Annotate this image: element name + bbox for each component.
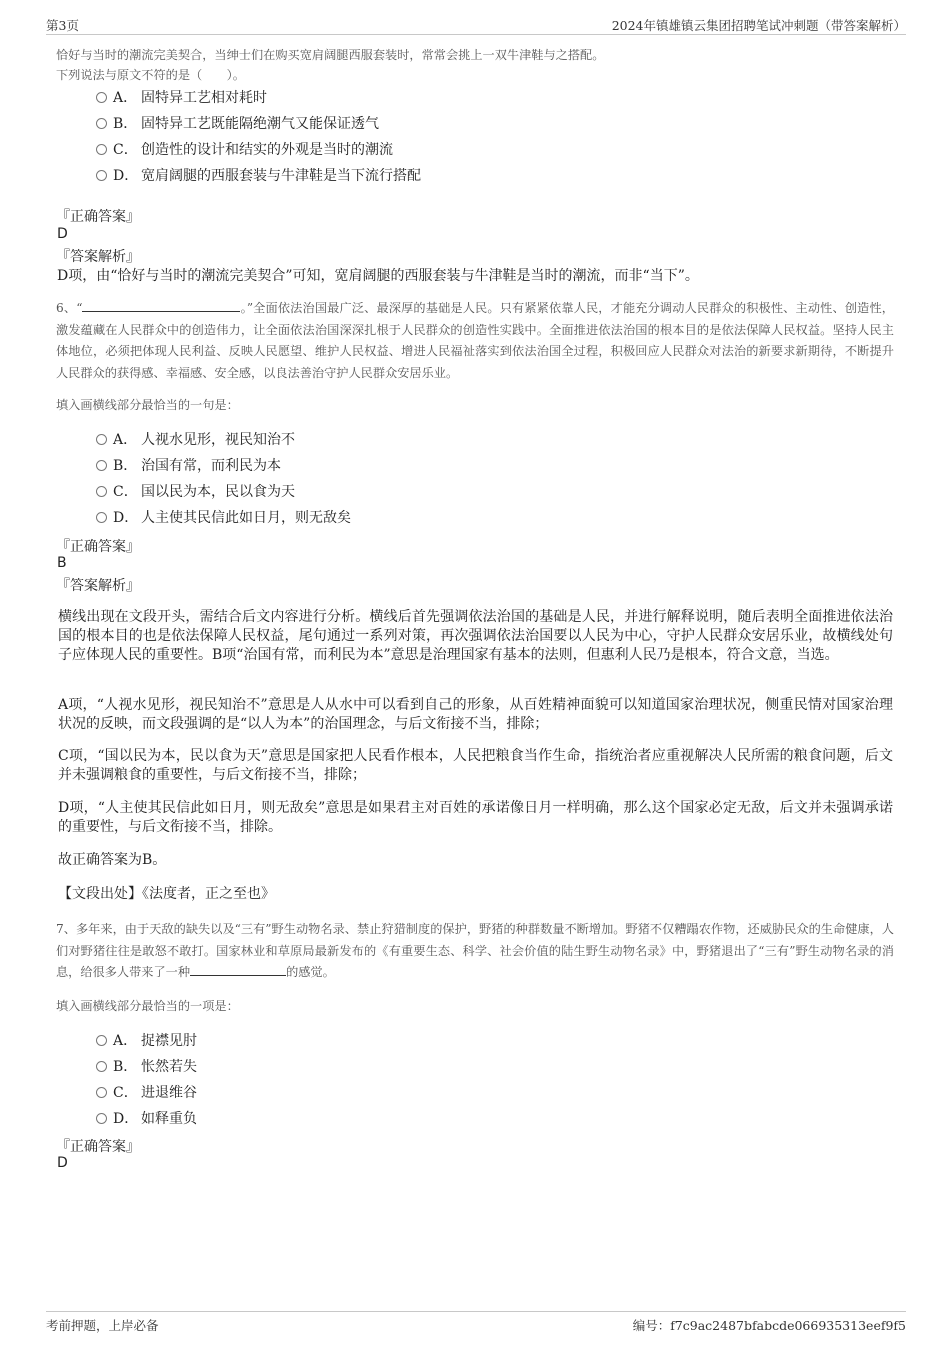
q6-stem: 6、“ 。”全面依法治国最广泛、最深厚的基础是人民。只有紧紧依靠人民，才能充分调动人民群众的积极性、主动性、创造性，激发蕴藏在人民群众中的创造伟力，让全面依法治国深深扎根于人民群众的创造性实践中。全面推进依法治国的根本目的是依法保障人民权益。坚持人民主体地位，必须把体现人民利益、反映人民愿望、维护人民权益、增进人民福祉落实到依法治国全过程，积极回应人民群众对法治的新要求新期待，不断提升人民群众的获得感、幸福感、安全感，以良法善治守护人民群众安居乐业。	[56, 301, 894, 380]
radio-icon[interactable]	[96, 170, 107, 181]
q5-option-d[interactable]: D． 宽肩阔腿的西服套装与牛津鞋是当下流行搭配	[96, 165, 421, 187]
footer-slogan: 考前押题，上岸必备	[46, 1318, 159, 1333]
q6-option-b[interactable]: B． 治国有常，而利民为本	[96, 455, 281, 477]
radio-icon[interactable]	[96, 144, 107, 155]
page-number: 第3页	[46, 18, 79, 33]
radio-icon[interactable]	[96, 92, 107, 103]
radio-icon[interactable]	[96, 460, 107, 471]
q5-stem-line1: 恰好与当时的潮流完美契合，当绅士们在购买宽肩阔腿西服套装时，常常会挑上一双牛津鞋与之搭配。	[56, 48, 605, 62]
q6-blank	[82, 299, 240, 312]
document-code: 编号：f7c9ac2487bfabcde066935313eef9f5	[632, 1318, 906, 1333]
q5-option-c[interactable]: C． 创造性的设计和结实的外观是当时的潮流	[96, 139, 393, 161]
q6-option-d[interactable]: D． 人主使其民信此如日月，则无敌矣	[96, 507, 351, 529]
q7-option-a[interactable]: A． 捉襟见肘	[96, 1030, 197, 1052]
q6-analysis-label: 『答案解析』	[56, 578, 140, 594]
q6-option-c[interactable]: C． 国以民为本，民以食为天	[96, 481, 295, 503]
radio-icon[interactable]	[96, 118, 107, 129]
q5-option-a[interactable]: A． 固特异工艺相对耗时	[96, 87, 267, 109]
q6-answer-label: 『正确答案』	[56, 539, 140, 555]
q7-blank	[190, 963, 286, 976]
radio-icon[interactable]	[96, 1113, 107, 1124]
q7-option-b[interactable]: B． 怅然若失	[96, 1056, 197, 1078]
q7-prompt: 填入画横线部分最恰当的一项是：	[56, 999, 239, 1013]
q5-answer: D	[57, 226, 68, 242]
document-title: 2024年镇雄镇云集团招聘笔试冲刺题（带答案解析）	[611, 18, 906, 33]
q7-option-d[interactable]: D． 如释重负	[96, 1108, 197, 1130]
q6-prompt: 填入画横线部分最恰当的一句是：	[56, 398, 239, 412]
q7-answer-label: 『正确答案』	[56, 1139, 140, 1155]
q5-analysis-label: 『答案解析』	[56, 249, 140, 265]
q5-option-b[interactable]: B． 固特异工艺既能隔绝潮气又能保证透气	[96, 113, 379, 135]
radio-icon[interactable]	[96, 1035, 107, 1046]
radio-icon[interactable]	[96, 434, 107, 445]
q6-analysis-paragraph: C项，“国以民为本，民以食为天”意思是国家把人民看作根本，人民把粮食当作生命，指统治者应重视解决人民所需的粮食问题，后文并未强调粮食的重要性，与后文衔接不当，排除；	[58, 748, 893, 783]
radio-icon[interactable]	[96, 1061, 107, 1072]
q7-stem: 7、多年来，由于天敌的缺失以及“三有”野生动物名录、禁止狩猎制度的保护，野猪的种群数量不断增加。野猪不仅糟蹋农作物，还威胁民众的生命健康，人们对野猪往往是敢怒不敢打。国家林业和草原局最新发布的《有重要生态、科学、社会价值的陆生野生动物名录》中，野猪退出了“三有”野生动物名录的消息，给很多人带来了一种 的感觉。	[56, 922, 894, 979]
q5-stem-line2: 下列说法与原文不符的是（ ）。	[56, 68, 245, 82]
q6-conclusion: 故正确答案为B。	[58, 852, 167, 868]
radio-icon[interactable]	[96, 512, 107, 523]
page-footer	[46, 1311, 906, 1338]
q6-analysis-paragraph: A项，“人视水见形，视民知治不”意思是人从水中可以看到自己的形象，从百姓精神面貌可以知道国家治理状况，侧重民情对国家治理状况的反映，而文段强调的是“以人为本”的治国理念，与后文衔接不当，排除；	[58, 697, 893, 732]
q6-option-a[interactable]: A． 人视水见形，视民知治不	[96, 429, 295, 451]
radio-icon[interactable]	[96, 1087, 107, 1098]
q5-analysis: D项，由“恰好与当时的潮流完美契合”可知，宽肩阔腿的西服套装与牛津鞋是当时的潮流，而非“当下”。	[57, 268, 699, 284]
q6-analysis-paragraph: 横线出现在文段开头，需结合后文内容进行分析。横线后首先强调依法治国的基础是人民，并进行解释说明，随后表明全面推进依法治国的根本目的也是依法保障人民权益，尾句通过一系列对策，再次强调依法治国要以人民为中心，守护人民群众安居乐业，故横线处句子应体现人民的重要性。B项“治国有常，而利民为本”意思是治理国家有基本的法则，但惠利人民乃是根本，符合文意，当选。	[58, 609, 893, 663]
radio-icon[interactable]	[96, 486, 107, 497]
q6-analysis-paragraph: D项，“人主使其民信此如日月，则无敌矣”意思是如果君主对百姓的承诺像日月一样明确，那么这个国家必定无敌，后文并未强调承诺的重要性，与后文衔接不当，排除。	[58, 800, 893, 835]
q6-answer: B	[57, 555, 67, 571]
q7-answer: D	[57, 1155, 68, 1171]
q6-source: 【文段出处】《法度者，正之至也》	[58, 886, 275, 902]
q7-option-c[interactable]: C． 进退维谷	[96, 1082, 197, 1104]
q5-answer-label: 『正确答案』	[56, 209, 140, 225]
page-header	[46, 14, 906, 35]
